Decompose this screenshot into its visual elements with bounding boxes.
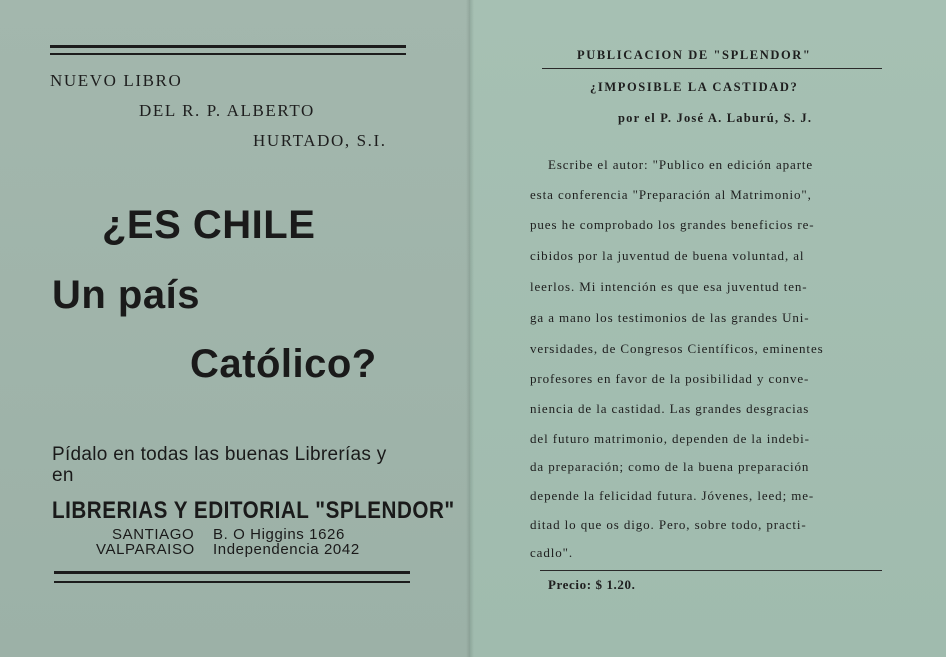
page-fold <box>466 0 474 657</box>
price-rule <box>540 570 882 571</box>
title-line-2: Un país <box>52 273 200 317</box>
body-line: niencia de la castidad. Las grandes desgracias <box>530 401 810 416</box>
body-line: Escribe el autor: "Publico en edición aparte <box>548 157 814 172</box>
author-line-3: HURTADO, S.I. <box>253 131 387 150</box>
title-line-1: ¿ES CHILE <box>102 203 316 247</box>
top-double-rule-upper <box>50 45 406 48</box>
bottom-double-rule-upper <box>54 571 410 574</box>
address-street-1: B. O Higgins 1626 <box>213 526 345 543</box>
body-line: versidades, de Congresos Científicos, eminentes <box>530 341 824 356</box>
body-line: ga a mano los testimonios de las grandes Uni- <box>530 310 810 325</box>
body-line: cibidos por la juventud de buena voluntad, al <box>530 248 805 263</box>
address-city-2: VALPARAISO <box>96 541 195 558</box>
body-line: pues he comprobado los grandes beneficios re- <box>530 217 815 232</box>
body-line: da preparación; como de la buena preparación <box>530 459 810 474</box>
body-line: del futuro matrimonio, dependen de la indebi- <box>530 431 810 446</box>
body-line: ditad lo que os digo. Pero, sobre todo, practi- <box>530 517 807 532</box>
order-text-line-1: Pídalo en todas las buenas Librerías y <box>52 444 387 465</box>
title-line-3: Católico? <box>190 342 377 386</box>
left-page <box>0 0 470 657</box>
address-city-1: SANTIAGO <box>112 526 195 543</box>
series-underline <box>542 68 882 69</box>
byline: por el P. José A. Laburú, S. J. <box>618 111 813 125</box>
top-double-rule-lower <box>50 53 406 55</box>
author-line-1: NUEVO LIBRO <box>50 71 183 90</box>
body-line: cadlo". <box>530 545 574 560</box>
bottom-double-rule-lower <box>54 581 410 583</box>
price-label: Precio: $ 1.20. <box>548 577 636 592</box>
publisher-name: LIBRERIAS Y EDITORIAL "SPLENDOR" <box>52 497 455 524</box>
order-text-line-2: en <box>52 465 74 486</box>
body-line: esta conferencia "Preparación al Matrimonio", <box>530 187 812 202</box>
right-title: ¿IMPOSIBLE LA CASTIDAD? <box>590 80 799 94</box>
author-line-2: DEL R. P. ALBERTO <box>139 101 315 120</box>
address-street-2: Independencia 2042 <box>213 541 360 558</box>
body-line: profesores en favor de la posibilidad y conve- <box>530 371 810 386</box>
body-line: depende la felicidad futura. Jóvenes, leed; me- <box>530 488 815 503</box>
series-heading: PUBLICACION DE "SPLENDOR" <box>577 48 812 62</box>
body-line: leerlos. Mi intención es que esa juventud ten- <box>530 279 808 294</box>
